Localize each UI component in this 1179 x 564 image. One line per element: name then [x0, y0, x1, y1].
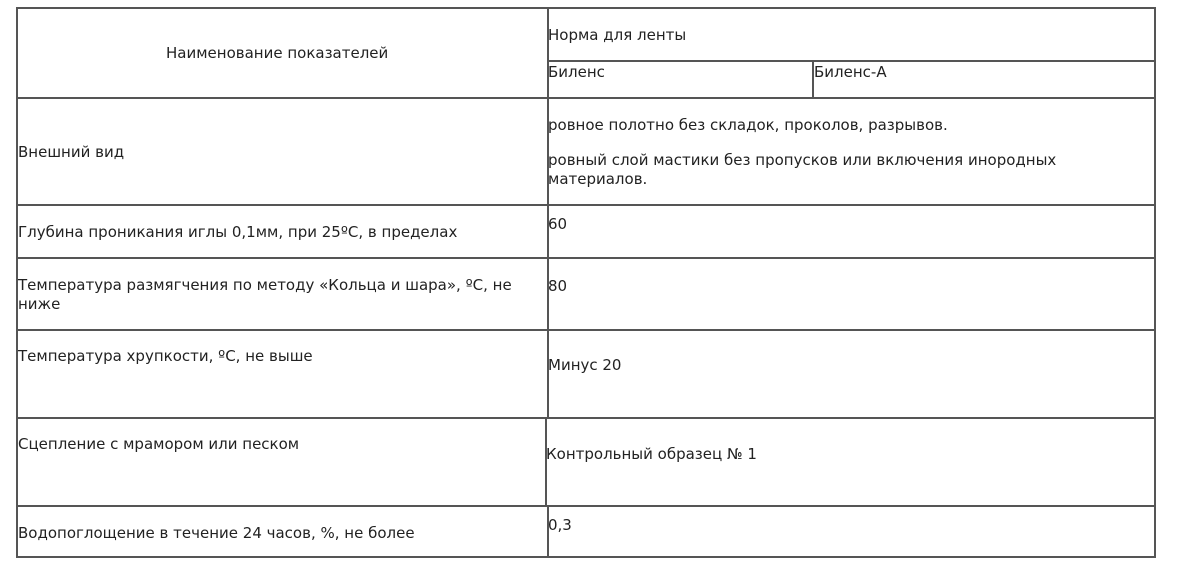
header-name-col: Наименование показателей: [166, 44, 389, 62]
spec-table: [16, 7, 1156, 558]
row-2-value: 60: [548, 215, 568, 233]
header-sub-divider: [547, 60, 1154, 62]
row-6-value: 0,3: [548, 516, 572, 534]
row-divider-5: [18, 505, 1154, 507]
row-divider-3: [18, 329, 1154, 331]
header-sub-col-2: Биленс-А: [814, 63, 887, 81]
row-1-value-line-1: ровное полотно без складок, проколов, разрывов.: [548, 116, 948, 134]
header-norm-col: Норма для ленты: [548, 26, 687, 44]
row-divider-header: [18, 97, 1154, 99]
row-1-value-line-2: ровный слой мастики без пропусков или включения инородных материалов.: [548, 151, 1057, 188]
row-divider-1: [18, 204, 1154, 206]
row-2-name: Глубина проникания иглы 0,1мм, при 25ºС, в пределах: [18, 223, 458, 241]
row-5-value: Контрольный образец № 1: [546, 445, 757, 463]
row-5-name: Сцепление с мрамором или песком: [18, 435, 300, 453]
row-divider-4: [18, 417, 1154, 419]
row-3-value: 80: [548, 277, 568, 295]
row-1-name: Внешний вид: [18, 143, 125, 161]
row-4-name: Температура хрупкости, ºС, не выше: [18, 347, 313, 365]
header-sub-col-1: Биленс: [548, 63, 605, 81]
row-3-name: Температура размягчения по методу «Кольца и шара», ºС, не ниже: [18, 276, 512, 313]
row-6-name: Водопоглощение в течение 24 часов, %, не более: [18, 524, 415, 542]
row-divider-2: [18, 257, 1154, 259]
row-4-value: Минус 20: [548, 356, 622, 374]
